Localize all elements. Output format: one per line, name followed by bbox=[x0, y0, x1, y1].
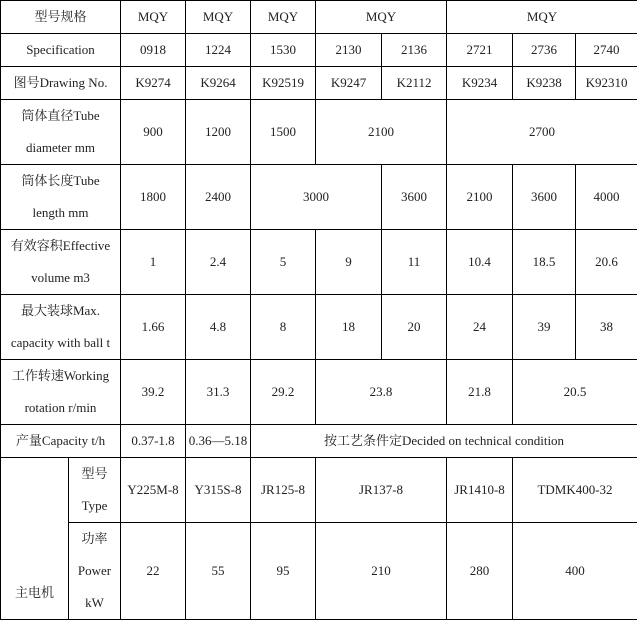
table-row bbox=[1, 165, 637, 230]
table-row bbox=[1, 230, 637, 295]
length-cell: 2400 bbox=[186, 165, 251, 230]
capacity-note: 按工艺条件定Decided on technical condition bbox=[251, 425, 637, 458]
volume-cell: 1 bbox=[121, 230, 186, 295]
diameter-cell: 900 bbox=[121, 100, 186, 165]
motor-label bbox=[1, 458, 69, 620]
label-line: Power bbox=[71, 555, 118, 587]
speed-cell: 21.8 bbox=[447, 360, 513, 425]
spec-cell: 2721 bbox=[447, 34, 513, 67]
motor-type-cell: JR1410-8 bbox=[447, 458, 513, 523]
drawing-label: 图号Drawing No. bbox=[1, 67, 121, 100]
spec-cell: 2136 bbox=[382, 34, 447, 67]
motor-label-text: 主电机 bbox=[3, 577, 66, 609]
speed-cell: 29.2 bbox=[251, 360, 316, 425]
length-cell: 2100 bbox=[447, 165, 513, 230]
capacity-cell: 0.37-1.8 bbox=[121, 425, 186, 458]
drawing-cell: K9274 bbox=[121, 67, 186, 100]
table-row bbox=[1, 425, 637, 458]
model-label: 型号规格 bbox=[1, 1, 121, 34]
ball-cell: 38 bbox=[576, 295, 637, 360]
series-cell: MQY bbox=[251, 1, 316, 34]
label-line: 筒体直径Tube bbox=[3, 100, 118, 132]
motor-power-cell: 55 bbox=[186, 523, 251, 620]
motor-type-cell: Y315S-8 bbox=[186, 458, 251, 523]
capacity-cell: 0.36—5.18 bbox=[186, 425, 251, 458]
motor-type-cell: JR125-8 bbox=[251, 458, 316, 523]
drawing-cell: K92310 bbox=[576, 67, 637, 100]
volume-cell: 11 bbox=[382, 230, 447, 295]
motor-power-cell: 95 bbox=[251, 523, 316, 620]
motor-power-cell: 22 bbox=[121, 523, 186, 620]
volume-cell: 5 bbox=[251, 230, 316, 295]
label-line: 工作转速Working bbox=[3, 360, 118, 392]
drawing-cell: K9238 bbox=[513, 67, 576, 100]
length-cell: 3600 bbox=[513, 165, 576, 230]
diameter-cell: 1500 bbox=[251, 100, 316, 165]
diameter-label bbox=[1, 100, 121, 165]
label-line: 型号 bbox=[71, 458, 118, 490]
label-line: volume m3 bbox=[3, 262, 118, 294]
ball-cell: 18 bbox=[316, 295, 382, 360]
volume-cell: 10.4 bbox=[447, 230, 513, 295]
motor-type-label bbox=[69, 458, 121, 523]
table-row bbox=[1, 34, 637, 67]
volume-cell: 9 bbox=[316, 230, 382, 295]
label-line: kW bbox=[71, 587, 118, 619]
diameter-cell: 2700 bbox=[447, 100, 637, 165]
table-row bbox=[1, 67, 637, 100]
series-cell: MQY bbox=[316, 1, 447, 34]
table-row bbox=[1, 523, 637, 620]
motor-power-cell: 400 bbox=[513, 523, 637, 620]
diameter-cell: 1200 bbox=[186, 100, 251, 165]
table-row bbox=[1, 100, 637, 165]
volume-label bbox=[1, 230, 121, 295]
table-row bbox=[1, 360, 637, 425]
spec-cell: 1224 bbox=[186, 34, 251, 67]
speed-cell: 23.8 bbox=[316, 360, 447, 425]
label-line: 有效容积Effective bbox=[3, 230, 118, 262]
ball-cell: 4.8 bbox=[186, 295, 251, 360]
speed-cell: 20.5 bbox=[513, 360, 637, 425]
speed-cell: 31.3 bbox=[186, 360, 251, 425]
label-line: capacity with ball t bbox=[3, 327, 118, 359]
ball-cell: 20 bbox=[382, 295, 447, 360]
length-cell: 4000 bbox=[576, 165, 637, 230]
length-cell: 3600 bbox=[382, 165, 447, 230]
volume-cell: 20.6 bbox=[576, 230, 637, 295]
volume-cell: 18.5 bbox=[513, 230, 576, 295]
motor-type-cell: Y225M-8 bbox=[121, 458, 186, 523]
drawing-cell: K9247 bbox=[316, 67, 382, 100]
drawing-cell: K9234 bbox=[447, 67, 513, 100]
motor-power-cell: 280 bbox=[447, 523, 513, 620]
label-line: 筒体长度Tube bbox=[3, 165, 118, 197]
label-line: rotation r/min bbox=[3, 392, 118, 424]
spec-label: Specification bbox=[1, 34, 121, 67]
motor-power-cell: 210 bbox=[316, 523, 447, 620]
spec-cell: 0918 bbox=[121, 34, 186, 67]
spec-cell: 2736 bbox=[513, 34, 576, 67]
diameter-cell: 2100 bbox=[316, 100, 447, 165]
spec-cell: 2740 bbox=[576, 34, 637, 67]
motor-type-cell: TDMK400-32 bbox=[513, 458, 637, 523]
motor-type-cell: JR137-8 bbox=[316, 458, 447, 523]
ball-cell: 8 bbox=[251, 295, 316, 360]
ball-label bbox=[1, 295, 121, 360]
capacity-label: 产量Capacity t/h bbox=[1, 425, 121, 458]
label-line: length mm bbox=[3, 197, 118, 229]
label-line: diameter mm bbox=[3, 132, 118, 164]
volume-cell: 2.4 bbox=[186, 230, 251, 295]
length-cell: 3000 bbox=[251, 165, 382, 230]
table-row bbox=[1, 295, 637, 360]
motor-power-label bbox=[69, 523, 121, 620]
table-row bbox=[1, 1, 637, 34]
table-row bbox=[1, 458, 637, 523]
spec-cell: 2130 bbox=[316, 34, 382, 67]
length-label bbox=[1, 165, 121, 230]
ball-cell: 1.66 bbox=[121, 295, 186, 360]
series-cell: MQY bbox=[447, 1, 637, 34]
series-cell: MQY bbox=[121, 1, 186, 34]
ball-cell: 39 bbox=[513, 295, 576, 360]
drawing-cell: K2112 bbox=[382, 67, 447, 100]
drawing-cell: K9264 bbox=[186, 67, 251, 100]
ball-cell: 24 bbox=[447, 295, 513, 360]
length-cell: 1800 bbox=[121, 165, 186, 230]
label-line: 功率 bbox=[71, 523, 118, 555]
speed-cell: 39.2 bbox=[121, 360, 186, 425]
drawing-cell: K92519 bbox=[251, 67, 316, 100]
label-line: Type bbox=[71, 490, 118, 522]
series-cell: MQY bbox=[186, 1, 251, 34]
label-line: 最大装球Max. bbox=[3, 295, 118, 327]
spec-cell: 1530 bbox=[251, 34, 316, 67]
speed-label bbox=[1, 360, 121, 425]
